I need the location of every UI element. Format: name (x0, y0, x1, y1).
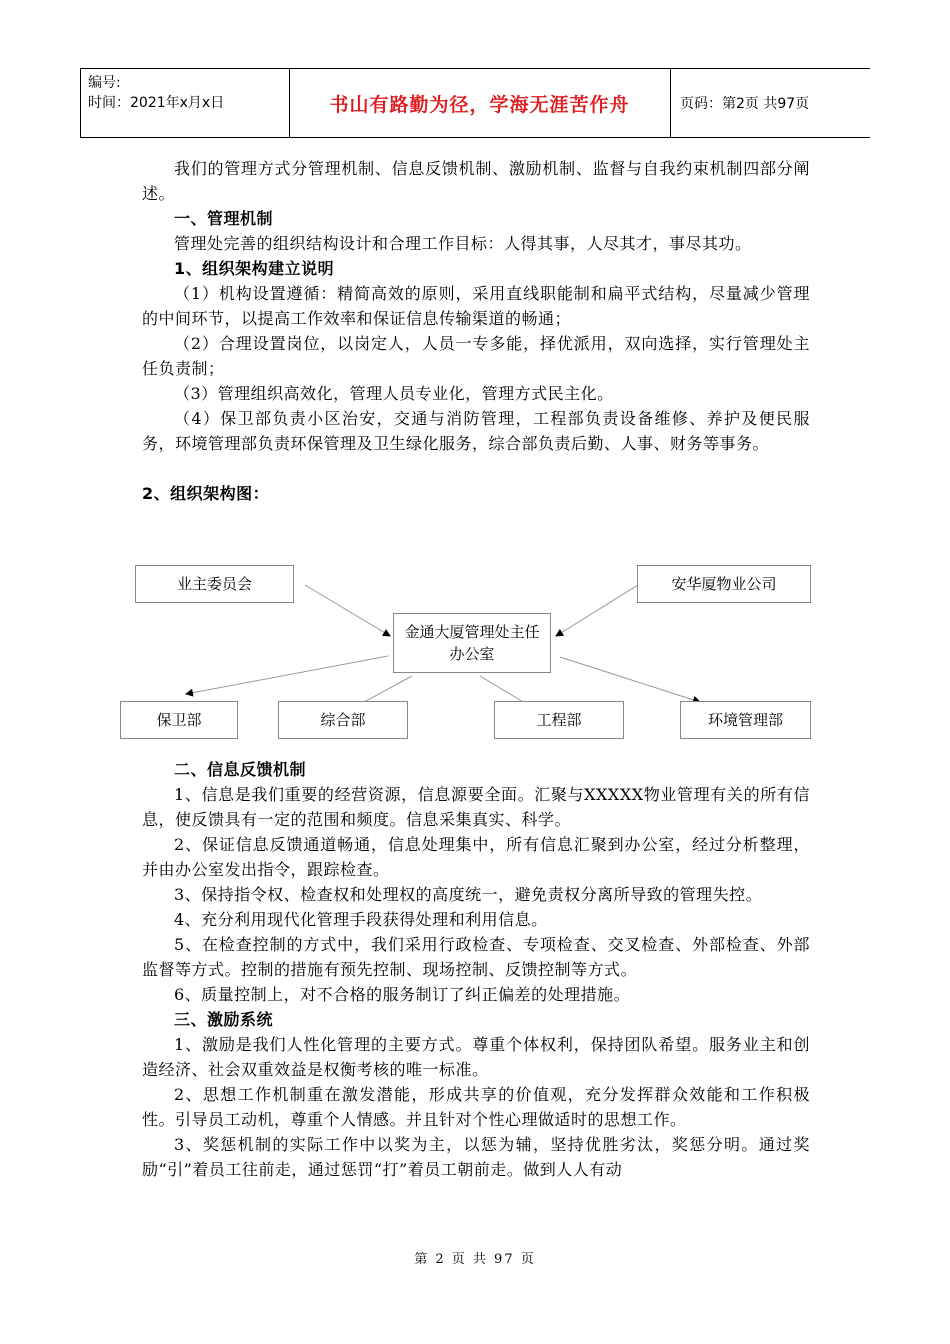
incentive-item-2: 2、思想工作机制重在激发潜能，形成共享的价值观，充分发挥群众效能和工作积极性。引导员工动机，尊重个人情感。并且针对个性心理做适时的思想工作。 (142, 1085, 810, 1129)
org-item-2: （2）合理设置岗位，以岗定人，人员一专多能，择优派用，双向选择，实行管理处主任负责制； (142, 334, 810, 378)
arrow-office-to-security (186, 656, 388, 694)
section1-intro: 管理处完善的组织结构设计和合理工作目标：人得其事，人尽其才，事尽其功。 (174, 234, 752, 253)
section3-heading: 三、激励系统 (174, 1010, 274, 1029)
section1-heading: 一、管理机制 (174, 209, 274, 228)
header-meta (88, 73, 224, 113)
org-box-environment-dept: 环境管理部 (680, 701, 811, 739)
info-item-2: 2、保证信息反馈通道畅通，信息处理集中，所有信息汇聚到办公室，经过分析整理，并由办公室发出指令，跟踪检查。 (142, 835, 810, 879)
org-box-security-dept: 保卫部 (120, 701, 238, 739)
org-box-property-company: 安华厦物业公司 (637, 565, 811, 603)
document-body-bottom (142, 757, 810, 1182)
org-item-4: （4）保卫部负责小区治安，交通与消防管理，工程部负责设备维修、养护及便民服务，环境管理部负责环保管理及卫生绿化服务，综合部负责后勤、人事、财务等事务。 (142, 409, 810, 453)
section1-sub1-heading: 1、组织架构建立说明 (174, 259, 335, 278)
info-item-4: 4、充分利用现代化管理手段获得处理和利用信息。 (174, 910, 548, 929)
arrow-company-to-office (556, 585, 638, 636)
info-item-5: 5、在检查控制的方式中，我们采用行政检查、专项检查、交叉检查、外部检查、外部监督等方式。控制的措施有预先控制、现场控制、反馈控制等方式。 (142, 935, 810, 979)
document-number: 编号: (88, 75, 121, 91)
page-footer: 第 2 页 共 97 页 (414, 1252, 536, 1267)
document-body-top (142, 156, 810, 506)
incentive-item-1: 1、激励是我们人性化管理的主要方式。尊重个体权利，保持团队希望。服务业主和创造经济、社会双重效益是权衡考核的唯一标准。 (142, 1035, 810, 1079)
org-item-3: （3）管理组织高效化，管理人员专业化，管理方式民主化。 (174, 384, 614, 403)
page-header (80, 68, 870, 138)
section1-sub2-heading: 2、组织架构图： (142, 484, 270, 503)
header-border-left (80, 69, 81, 137)
arrow-owners-to-office (305, 585, 390, 636)
info-item-6: 6、质量控制上，对不合格的服务制订了纠正偏差的处理措施。 (174, 985, 631, 1004)
arrow-office-to-environment (560, 657, 700, 702)
info-item-1: 1、信息是我们重要的经营资源，信息源要全面。汇聚与XXXXX物业管理有关的所有信息，使反馈具有一定的范围和频度。信息采集真实、科学。 (142, 785, 810, 829)
document-date: 时间：2021年x月x日 (88, 95, 225, 111)
org-item-1: （1）机构设置遵循：精简高效的原则，采用直线职能制和扁平式结构，尽量减少管理的中间环节，以提高工作效率和保证信息传输渠道的畅通； (142, 284, 810, 328)
org-box-engineering-dept: 工程部 (494, 701, 624, 739)
incentive-item-3: 3、奖惩机制的实际工作中以奖为主，以惩为辅，坚持优胜劣汰，奖惩分明。通过奖励“引”着员工往前走，通过惩罚“打”着员工朝前走。做到人人有动 (142, 1135, 810, 1179)
org-box-owners-committee: 业主委员会 (135, 565, 294, 603)
header-page-info: 页码：第2页 共97页 (680, 96, 810, 112)
section2-heading: 二、信息反馈机制 (174, 760, 307, 779)
info-item-3: 3、保持指令权、检查权和处理权的高度统一，避免责权分离所导致的管理失控。 (174, 885, 763, 904)
intro-paragraph: 我们的管理方式分管理机制、信息反馈机制、激励机制、监督与自我约束机制四部分阐述。 (142, 159, 810, 203)
header-divider-2 (670, 69, 671, 137)
org-box-admin-dept: 综合部 (278, 701, 408, 739)
header-motto: 书山有路勤为径，学海无涯苦作舟 (329, 93, 630, 116)
org-box-management-office: 金通大厦管理处主任办公室 (393, 613, 551, 673)
org-chart (120, 563, 820, 743)
